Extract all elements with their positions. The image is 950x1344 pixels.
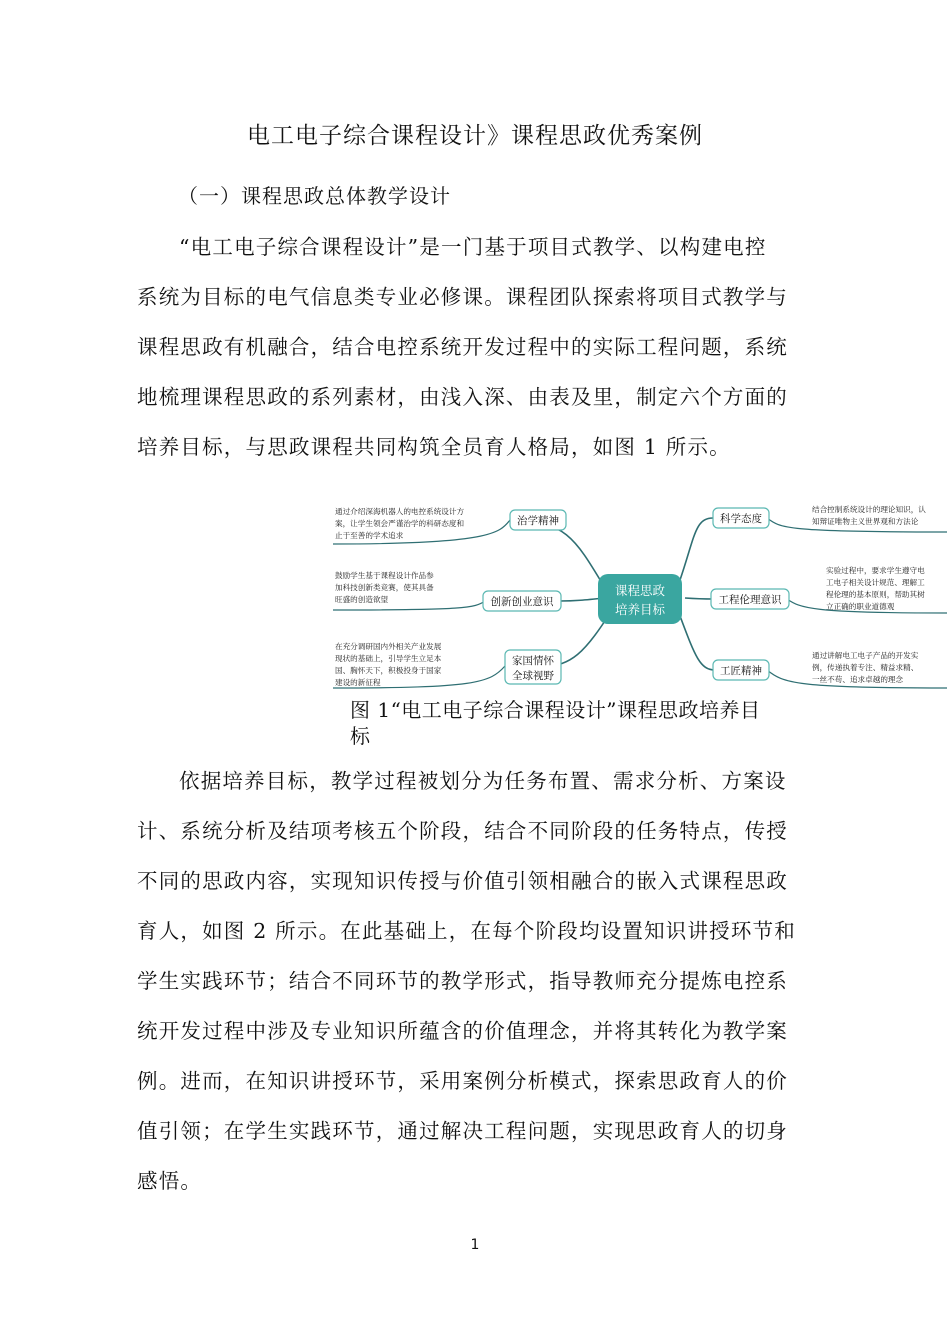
node-label-line2: 全球视野 bbox=[512, 670, 554, 682]
mind-map-center-node bbox=[598, 574, 682, 624]
paragraph-line: 统开发过程中涉及专业知识所蕴含的价值理念，并将其转化为教学案 bbox=[137, 1019, 788, 1043]
desc-jiaguo-2: 现状的基础上，引导学生立足本 bbox=[335, 654, 442, 663]
mind-map-node-gongcheng bbox=[711, 589, 789, 609]
section-heading: （一）课程思政总体教学设计 bbox=[178, 184, 451, 208]
desc-gongcheng-1: 实验过程中，要求学生遵守电 bbox=[826, 566, 925, 575]
paragraph-line: 培养目标，与思政课程共同构筑全员育人格局，如图 1 所示。 bbox=[137, 435, 731, 459]
desc-chuangxin-2: 加科技创新类竞赛，使其具备 bbox=[335, 583, 434, 592]
mind-map-node-gongjiang bbox=[713, 660, 769, 680]
paragraph-line: 值引领；在学生实践环节，通过解决工程问题，实现思政育人的切身 bbox=[137, 1119, 788, 1143]
paragraph-line: 学生实践环节；结合不同环节的教学形式，指导教师充分提炼电控系 bbox=[137, 969, 788, 993]
paragraph-line: 计、系统分析及结项考核五个阶段，结合不同阶段的任务特点，传授 bbox=[137, 819, 788, 843]
caption-line2: 标 bbox=[350, 724, 371, 748]
desc-gongjiang-3: 一丝不苟、追求卓越的理念 bbox=[812, 675, 904, 684]
paragraph-line: “电工电子综合课程设计”是一门基于项目式教学、以构建电控 bbox=[179, 235, 767, 259]
paragraph-line: 地梳理课程思政的系列素材，由浅入深、由表及里，制定六个方面的 bbox=[137, 385, 788, 409]
node-label-line1: 家国情怀 bbox=[512, 655, 554, 667]
desc-zhixue-2: 案，让学生领会严谨治学的科研态度和 bbox=[335, 519, 465, 528]
desc-gongjiang-2: 例，传递执着专注、精益求精、 bbox=[812, 663, 919, 672]
desc-zhixue-3: 止于至善的学术追求 bbox=[335, 531, 404, 540]
center-node-label-line1: 课程思政 bbox=[614, 583, 666, 598]
mind-map-node-jiaguo bbox=[505, 650, 561, 684]
node-label: 工匠精神 bbox=[720, 665, 762, 677]
paragraph-line: 依据培养目标，教学过程被划分为任务布置、需求分析、方案设 bbox=[179, 769, 787, 793]
desc-gongcheng-2: 工电子相关设计规范、理解工 bbox=[826, 578, 925, 587]
node-label: 创新创业意识 bbox=[490, 596, 554, 608]
desc-zhixue-1: 通过介绍深海机器人的电控系统设计方 bbox=[335, 507, 465, 516]
mind-map-node-kexue bbox=[713, 508, 769, 528]
paragraph-line: 课程思政有机融合，结合电控系统开发过程中的实际工程问题，系统 bbox=[137, 335, 788, 359]
node-label: 治学精神 bbox=[517, 515, 559, 527]
desc-jiaguo-3: 国、胸怀天下，积极投身于国家 bbox=[335, 666, 442, 675]
document-title: 电工电子综合课程设计》课程思政优秀案例 bbox=[247, 123, 703, 149]
mind-map-figure bbox=[315, 478, 947, 696]
paragraph-line: 感悟。 bbox=[137, 1169, 203, 1193]
desc-gongcheng-3: 程伦理的基本原则，帮助其树 bbox=[826, 590, 925, 599]
desc-jiaguo-4: 建设的新征程 bbox=[335, 678, 381, 687]
mind-map-node-zhixue bbox=[510, 510, 566, 530]
paragraph-2 bbox=[137, 756, 817, 1206]
paragraph-line: 例。进而，在知识讲授环节，采用案例分析模式，探索思政育人的价 bbox=[137, 1069, 788, 1093]
paragraph-line: 系统为目标的电气信息类专业必修课。课程团队探索将项目式教学与 bbox=[137, 285, 788, 309]
caption-line1: 图 1“电工电子综合课程设计”课程思政培养目 bbox=[350, 698, 761, 722]
mind-map-node-chuangxin bbox=[483, 591, 561, 611]
desc-chuangxin-3: 旺盛的创造欲望 bbox=[335, 595, 389, 604]
desc-kexue-2: 知辩证唯物主义世界观和方法论 bbox=[812, 517, 919, 526]
node-label: 科学态度 bbox=[720, 513, 762, 525]
node-label: 工程伦理意识 bbox=[718, 594, 782, 606]
paragraph-line: 不同的思政内容，实现知识传授与价值引领相融合的嵌入式课程思政 bbox=[137, 869, 788, 893]
figure-caption bbox=[350, 697, 820, 749]
desc-chuangxin-1: 鼓励学生基于课程设计作品参 bbox=[335, 571, 434, 580]
paragraph-line: 育人，如图 2 所示。在此基础上，在每个阶段均设置知识讲授环节和 bbox=[137, 919, 796, 943]
desc-jiaguo-1: 在充分调研国内外相关产业发展 bbox=[335, 642, 442, 651]
desc-gongcheng-4: 立正确的职业道德观 bbox=[826, 602, 895, 611]
center-node-label-line2: 培养目标 bbox=[614, 602, 666, 617]
paragraph-1 bbox=[137, 222, 817, 472]
desc-gongjiang-1: 通过讲解电工电子产品的开发实 bbox=[812, 651, 919, 660]
desc-kexue-1: 结合控制系统设计的理论知识，认 bbox=[812, 505, 926, 514]
page-number: 1 bbox=[470, 1237, 480, 1253]
